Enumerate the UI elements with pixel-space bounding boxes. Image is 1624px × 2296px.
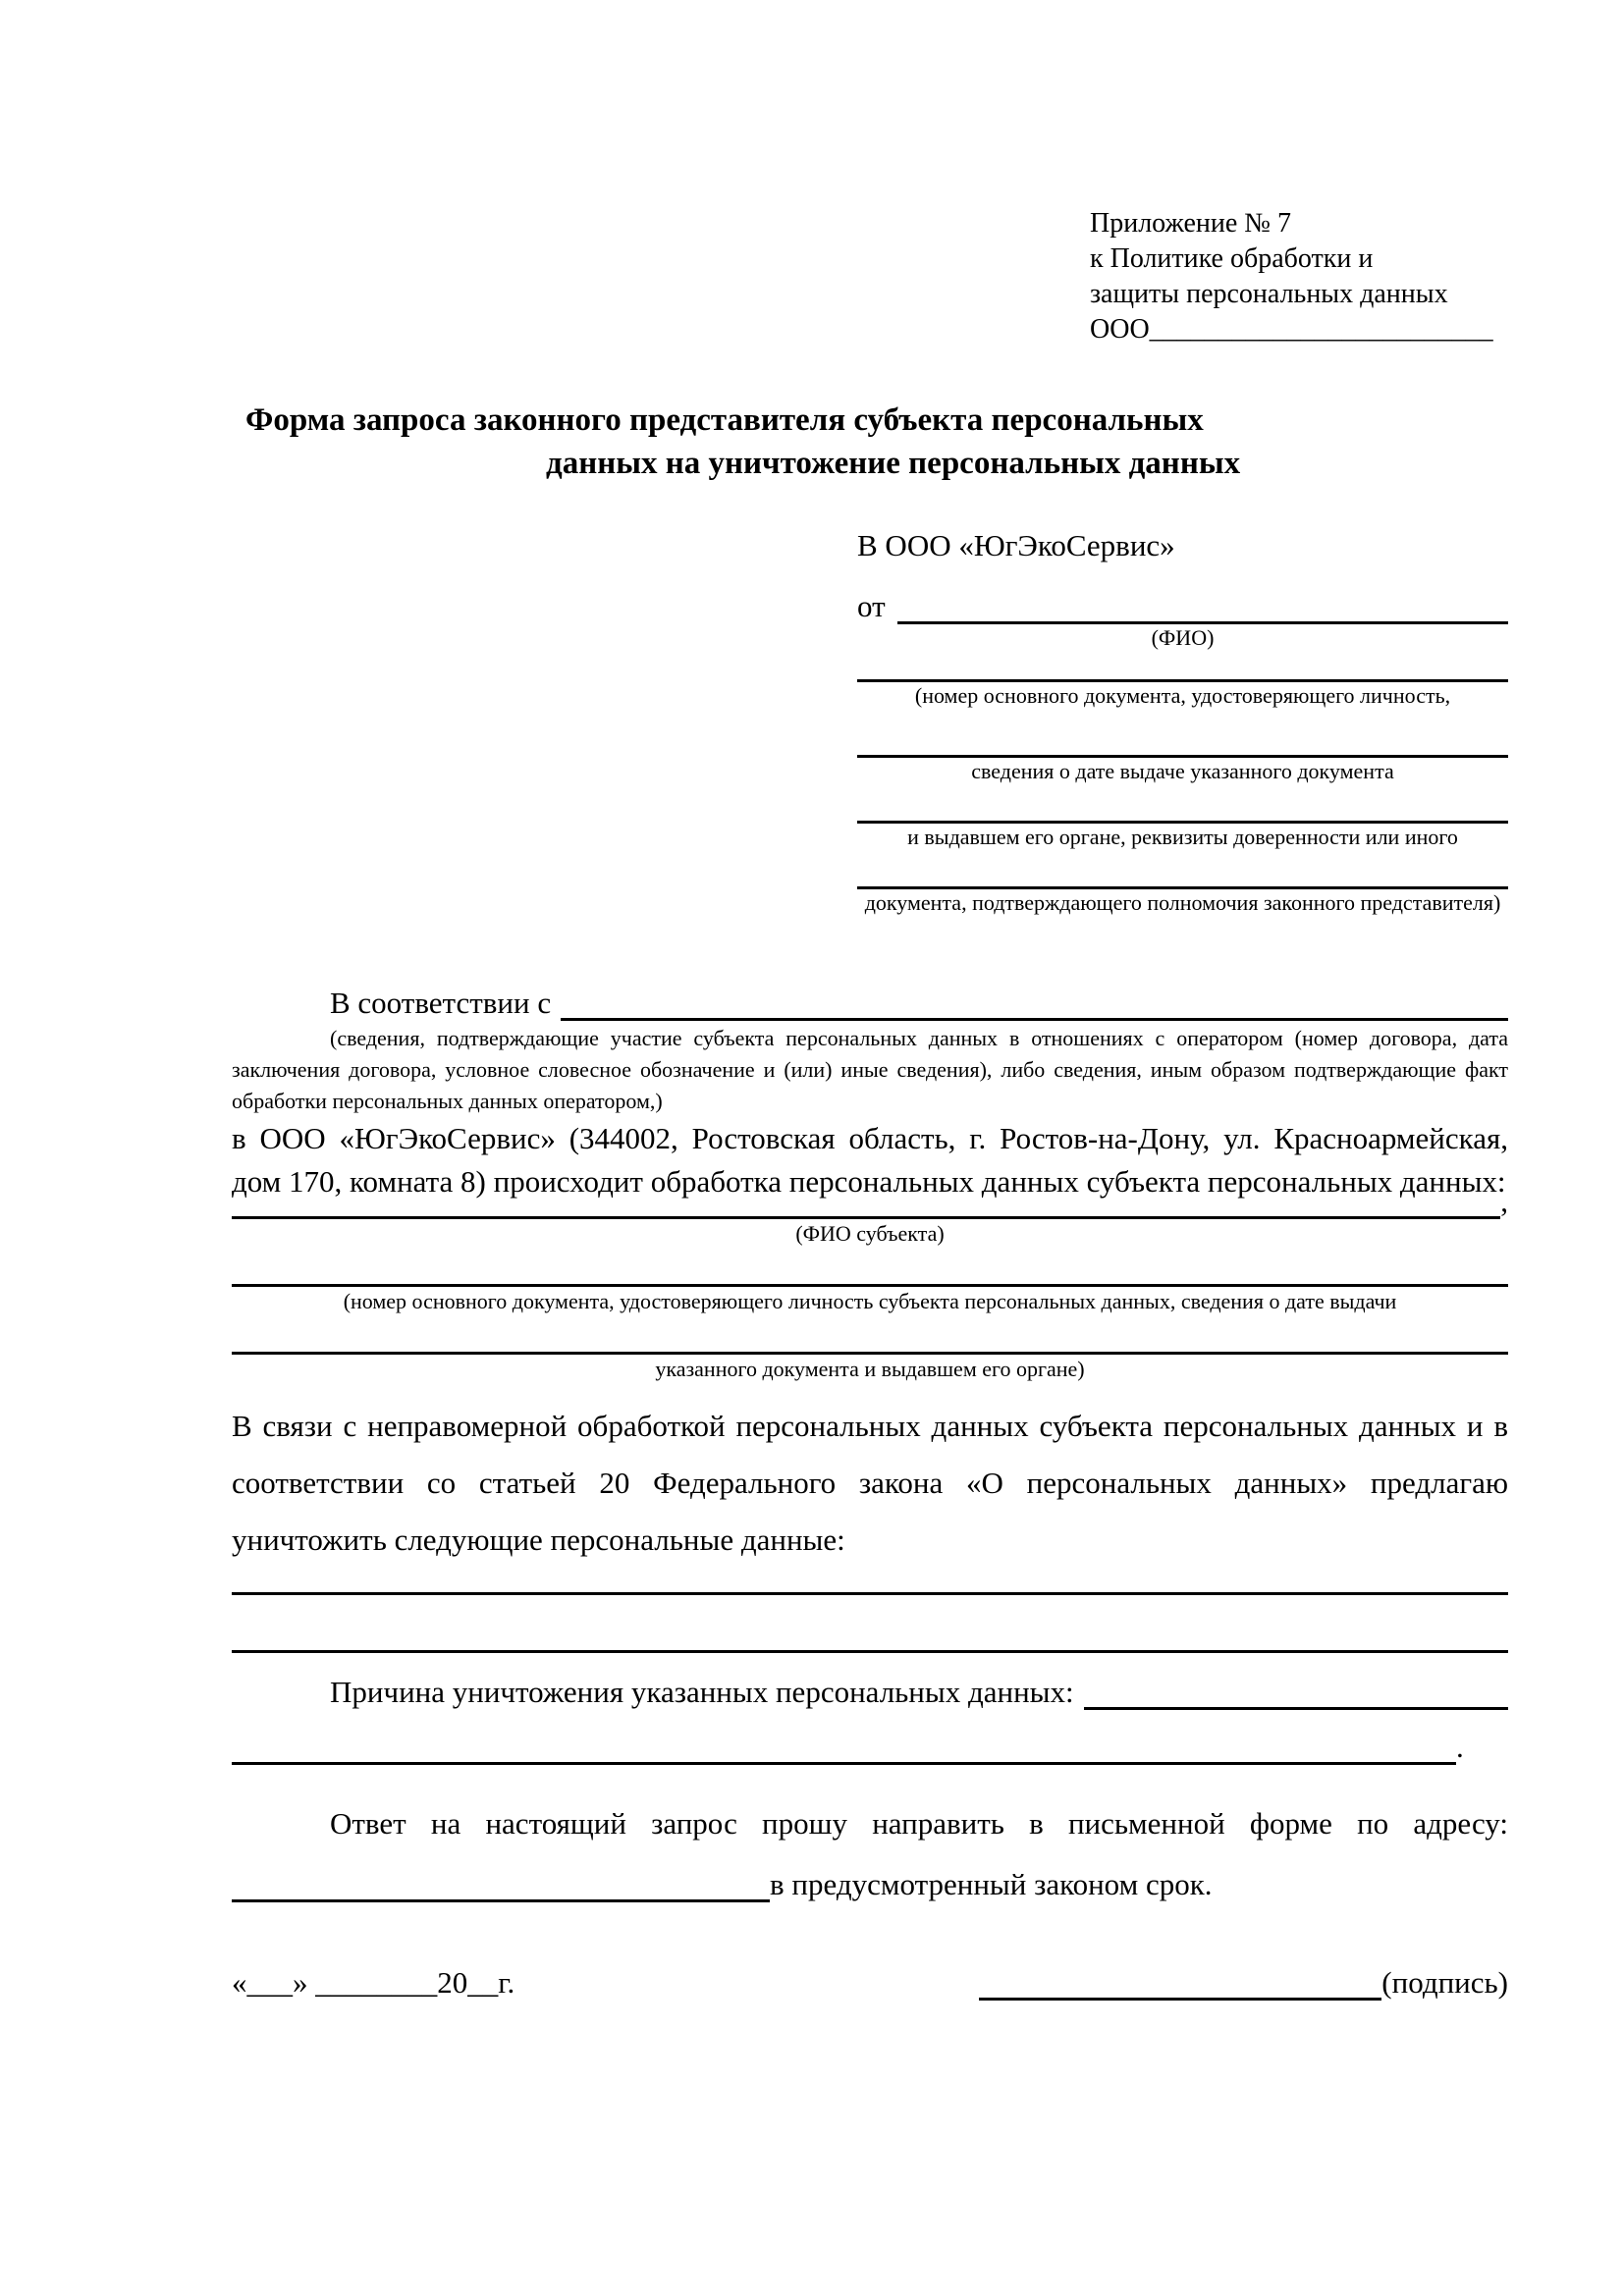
document-title: [232, 399, 1508, 485]
reply-address-blank-line: [232, 1899, 770, 1902]
reason-label: Причина уничтожения указанных персональных данных:: [330, 1675, 1074, 1709]
document-title-line-2: данных на уничтожение персональных данных: [546, 446, 1241, 481]
reply-address-row: [232, 1865, 1508, 1902]
appendix-line-1: Приложение № 7: [1090, 208, 1291, 239]
reply-paragraph: Ответ на настоящий запрос прошу направить в письменной форме по адресу:: [330, 1806, 1508, 1841]
subject-doc-authority-blank-line: [232, 1316, 1508, 1355]
addressee-block: [857, 528, 1508, 917]
footer-row: [232, 1965, 1508, 2001]
reason-row: [232, 1665, 1508, 1710]
reason-blank-line: [1084, 1707, 1508, 1710]
from-label: от: [857, 589, 886, 623]
appendix-ooo-label: ООО: [1090, 314, 1150, 345]
subject-fio-comma: ,: [1500, 1184, 1508, 1218]
subject-doc-authority-caption: указанного документа и выдавшем его органе): [655, 1357, 1085, 1381]
appendix-line-2: к Политике обработки и: [1090, 243, 1374, 274]
accordance-fine-print: (сведения, подтверждающие участие субъекта персональных данных в отношениях с оператором (номер договора, дата заключения договора, условное словесное обозначение и (или) иные сведения), либо сведения, иным образом подтверждающие факт обработки персональных данных оператором,): [232, 1026, 1508, 1113]
doc-issue-date-caption: сведения о дате выдаче указанного документа: [971, 759, 1394, 783]
reason-continuation-row: [232, 1710, 1508, 1765]
personal-data-blank-line-1: [232, 1569, 1508, 1595]
addressee-to-line: В ООО «ЮгЭкоСервис»: [857, 528, 1175, 562]
doc-authority-caption: и выдавшем его органе, реквизиты доверенности или иного: [907, 825, 1458, 849]
doc-power-blank-line: [857, 851, 1508, 889]
accordance-label: В соответствии с: [330, 986, 552, 1020]
appendix-block: [1090, 206, 1508, 347]
appendix-ooo-blank: _________________________: [1149, 314, 1493, 345]
reason-line-period: .: [1456, 1730, 1464, 1764]
appendix-line-3: защиты персональных данных: [1090, 279, 1448, 309]
date-line: «___» ________20__г.: [232, 1965, 515, 2000]
subject-doc-caption: (номер основного документа, удостоверяющего личность субъекта персональных данных, сведения о дате выдачи: [343, 1289, 1397, 1313]
signature-caption: (подпись): [1381, 1965, 1508, 2000]
fio-caption: (ФИО): [1151, 625, 1215, 650]
accordance-blank-line: [561, 1018, 1508, 1021]
processing-paragraph: в ООО «ЮгЭкоСервис» (344002, Ростовская область, г. Ростов-на-Дону, ул. Красноармейская, дом 170, комната 8) происходит обработка персональных данных субъекта персональных данных:: [232, 1121, 1508, 1199]
reply-tail-text: в предусмотренный законом срок.: [770, 1867, 1213, 1901]
from-row: [857, 583, 1508, 624]
doc-number-blank-line: [857, 652, 1508, 682]
request-paragraph: В связи с неправомерной обработкой персональных данных субъекта персональных данных и в соответствии со статьей 20 Федерального закона «О персональных данных» предлагаю уничтожить следующие персональные данные:: [232, 1409, 1508, 1557]
signature-blank-line: [979, 1998, 1381, 2001]
subject-fio-row: [232, 1184, 1508, 1219]
personal-data-blank-line-2: [232, 1595, 1508, 1653]
subject-fio-caption: (ФИО субъекта): [795, 1221, 945, 1246]
appendix-ooo-line: [1090, 312, 1508, 347]
document-title-line-1: Форма запроса законного представителя субъекта персональных: [245, 402, 1204, 438]
subject-doc-blank-line: [232, 1249, 1508, 1287]
signature-group: [979, 1965, 1508, 2001]
accordance-row: [232, 980, 1508, 1021]
doc-number-caption: (номер основного документа, удостоверяющего личность,: [914, 683, 1451, 708]
doc-issue-date-blank-line: [857, 710, 1508, 758]
reason-continuation-blank-line: [232, 1762, 1456, 1765]
doc-power-caption: документа, подтверждающего полномочия законного представителя): [864, 890, 1501, 915]
doc-authority-blank-line: [857, 785, 1508, 824]
